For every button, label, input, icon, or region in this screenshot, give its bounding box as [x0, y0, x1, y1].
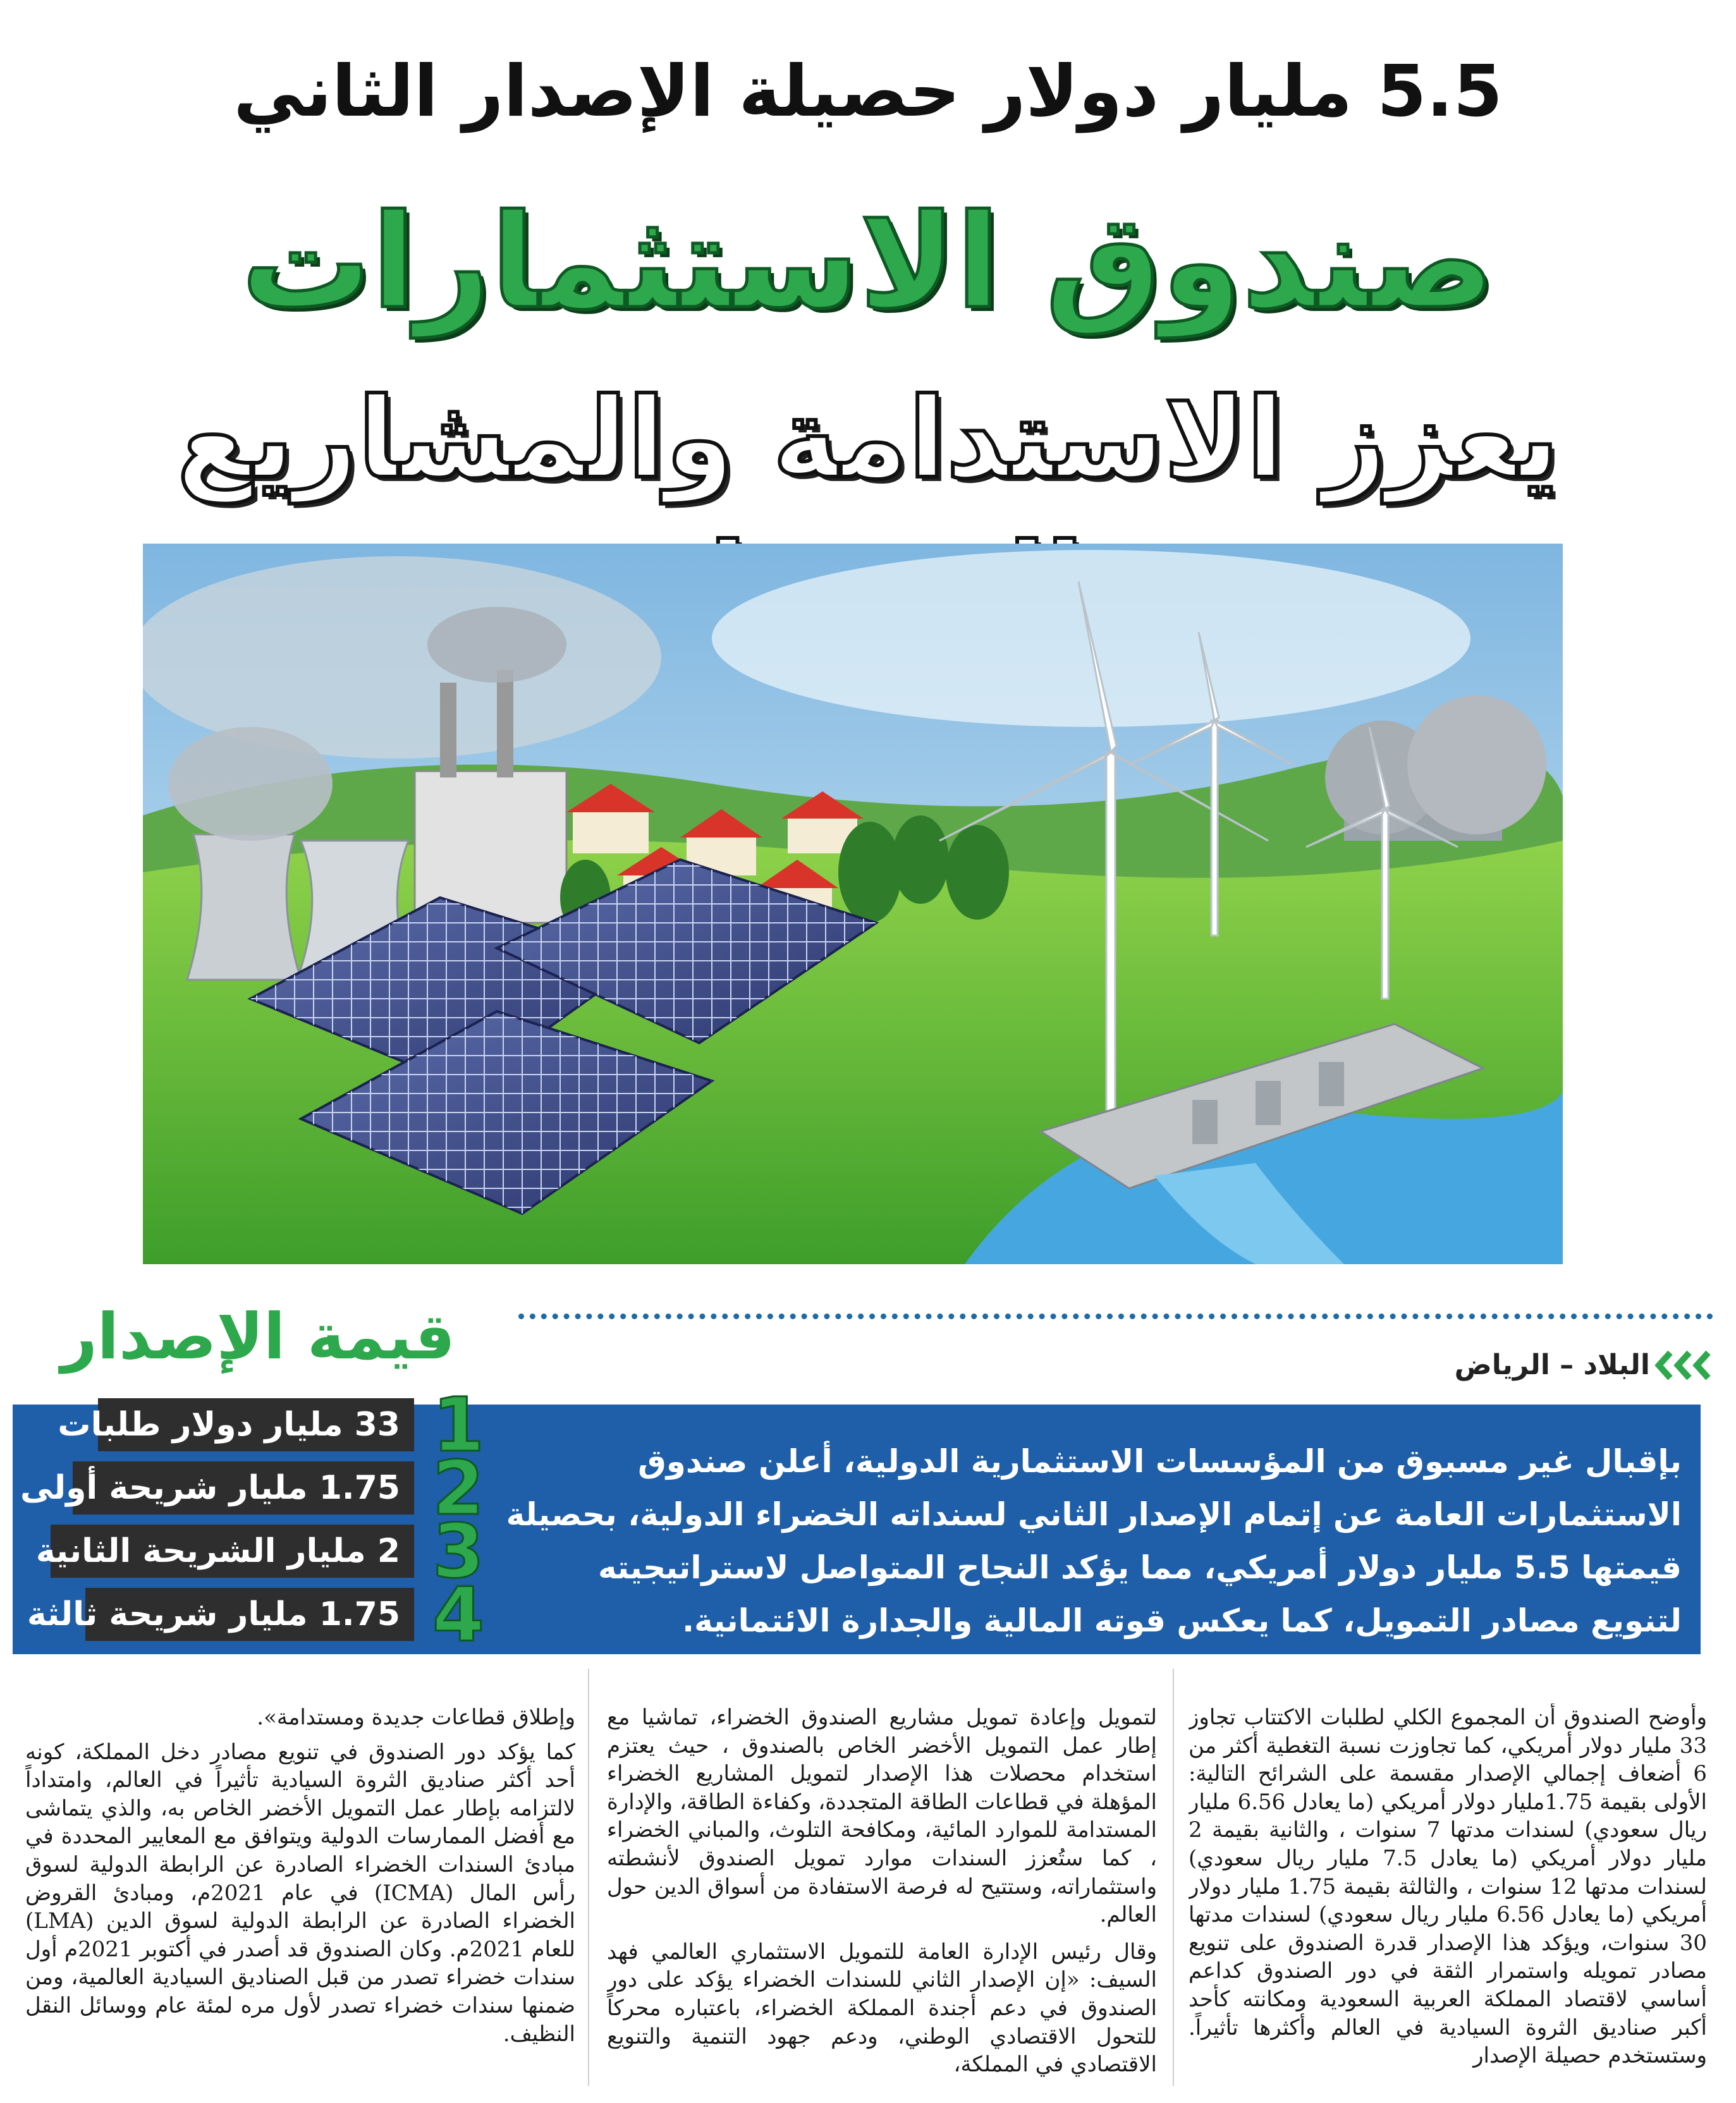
- stat-text: 1.75 مليار شريحة ثالثة: [85, 1588, 414, 1641]
- stat-text: 33 مليار دولار طلبات: [98, 1398, 414, 1451]
- stat-item: [13, 1444, 485, 1532]
- body-column-1: [1189, 1704, 1707, 2089]
- body-paragraph: وقال رئيس الإدارة العامة للتمويل الاستثماري العالمي فهد السيف: «إن الإصدار الثاني للسندات الخضراء يؤكد على دور الصندوق في دعم أجندة المملكة الخضراء، باعتباره محركاً للتحول الاقتصادي الوطني، ودعم جهود التنمية والتنويع الاقتصادي في المملكة،: [607, 1939, 1157, 2078]
- stat-item: [13, 1381, 485, 1468]
- body-column-2: [607, 1704, 1157, 2089]
- column-divider: [588, 1669, 589, 2086]
- body-paragraph: وأوضح الصندوق أن المجموع الكلي لطلبات الاكتتاب تجاوز 33 مليار دولار أمريكي، كما تجاوزت نسبة التغطية أكثر من 6 أضعاف إجمالي الإصدار مقسمة على الشرائح التالية: الأولى بقيمة 1.75مليار دولار أمريكي (ما يعادل 6.56 مليار ريال سعودي) لسندات مدتها 7 سنوات ، والثانية بقيمة 2 مليار دولار أمريكي (ما يعادل 7.5 مليار ريال سعودي) لسندات مدتها 12 سنوات ، والثالثة بقيمة 1.75 مليار دولار أمريكي (ما يعادل 6.56 مليار ريال سعودي) لسندات مدتها 30 سنوات، ويؤكد هذا الإصدار قدرة الصندوق على تنويع مصادر تمويله واستمرار الثقة في دور الصندوق كداعم أساسي لاقتصاد المملكة العربية السعودية ومكانته كأحد أكبر صناديق الثروة السيادية في العالم وأكثرها تأثيراً. وستستخدم حصيلة الإصدار: [1189, 1705, 1707, 2069]
- stat-number: 4: [432, 1571, 485, 1658]
- stat-text: 1.75 مليار شريحة أولى: [73, 1461, 414, 1515]
- dotted-divider: [518, 1314, 1713, 1319]
- main-headline: صندوق الاستثمارات: [241, 187, 1495, 338]
- sidebar-title: قيمة الإصدار: [61, 1300, 455, 1374]
- stat-item: [13, 1508, 485, 1595]
- sub-headline: يعزز الاستدامة والمشاريع: [176, 375, 1560, 503]
- body-paragraph: لتمويل وإعادة تمويل مشاريع الصندوق الخضراء، تماشيا مع إطار عمل التمويل الأخضر الخاص بالصندوق ، حيث يعتزم استخدام محصلات هذا الإصدار لتمويل المشاريع الخضراء المؤهلة في قطاعات الطاقة المتجددة، وكفاءة الطاقة، والإدارة المستدامة للموارد المائية، ومكافحة التلوث، والمباني الخضراء ، كما ستُعزز السندات موارد تمويل الصندوق لأنشطته واستثماراته، وستتيح له فرصة الاستفادة من أسواق الدين حول العالم.: [607, 1705, 1157, 1928]
- kicker-headline: 5.5 مليار دولار حصيلة الإصدار الثاني: [233, 51, 1503, 133]
- stat-number: 1: [432, 1381, 485, 1468]
- byline: البلاد – الرياض: [1454, 1349, 1650, 1381]
- lead-paragraph: بإقبال غير مسبوق من المؤسسات الاستثمارية الدولية، أعلن صندوق الاستثمارات العامة عن إتمام الإصدار الثاني لسنداته الخضراء الدولية، بحصيلة قيمتها 5.5 مليار دولار أمريكي، مما يؤكد النجاح المتواصل لاستراتيجيته لتنويع مصادر التمويل، كما يعكس قوته المالية والجدارة الائتمانية.: [506, 1443, 1682, 1639]
- chevrons-icon: [1651, 1343, 1721, 1387]
- body-paragraph: وإطلاق قطاعات جديدة ومستدامة».: [257, 1705, 575, 1730]
- stat-number: 3: [432, 1508, 485, 1595]
- stat-text: 2 مليار الشريحة الثانية: [51, 1525, 414, 1578]
- body-column-3: [25, 1704, 575, 2089]
- body-paragraph: كما يؤكد دور الصندوق في تنويع مصادر دخل المملكة، كونه أحد أكثر صناديق الثروة السيادية تأثيراً في العالم، وامتداداً لالتزامه بإطار عمل التمويل الأخضر الخاص به، والذي يتماشى مع أفضل الممارسات الدولية ويتوافق مع المعايير المحددة في مبادئ السندات الخضراء الصادرة عن الرابطة الدولية لسوق رأس المال (ICMA) في عام 2021م، ومبادئ القروض الخضراء الصادرة عن الرابطة الدولية لسوق الدين (LMA) للعام 2021م. وكان الصندوق قد أصدر في أكتوبر 2021م أول سندات خضراء تصدر من قبل الصناديق السيادية العالمية، ومن ضمنها سندات خضراء تصدر لأول مره لمئة عام ووسائل النقل النظيف.: [25, 1739, 575, 2047]
- stat-item: [13, 1571, 485, 1658]
- green-energy-illustration: [143, 544, 1563, 1264]
- column-divider: [1173, 1669, 1174, 2086]
- stat-number: 2: [432, 1444, 485, 1532]
